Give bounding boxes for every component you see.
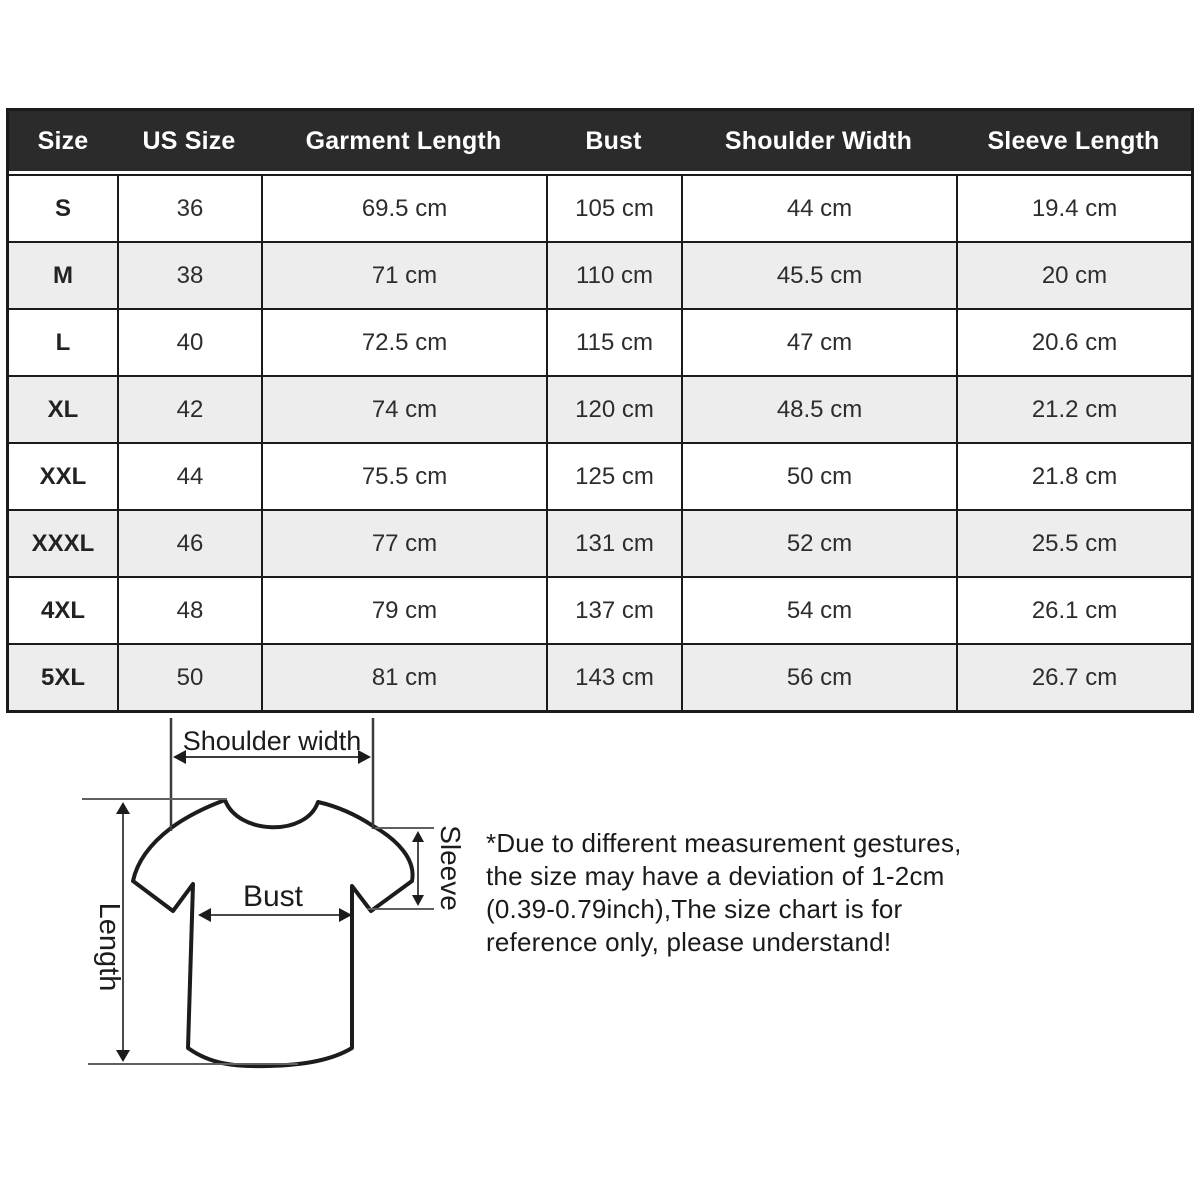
value-cell: 52 cm xyxy=(681,509,956,576)
value-cell: 26.7 cm xyxy=(956,643,1191,710)
disclaimer-line: (0.39-0.79inch),The size chart is for xyxy=(486,894,903,924)
disclaimer-line: *Due to different measurement gestures, xyxy=(486,828,962,858)
table-row xyxy=(9,375,1191,442)
value-cell: 77 cm xyxy=(261,509,546,576)
value-cell: 72.5 cm xyxy=(261,308,546,375)
size-cell: S xyxy=(9,174,117,241)
value-cell: 120 cm xyxy=(546,375,681,442)
value-cell: 42 xyxy=(117,375,261,442)
value-cell: 131 cm xyxy=(546,509,681,576)
value-cell: 125 cm xyxy=(546,442,681,509)
table-row xyxy=(9,174,1191,241)
value-cell: 21.2 cm xyxy=(956,375,1191,442)
table-body xyxy=(9,174,1191,710)
tshirt-outline xyxy=(133,800,413,1066)
measurement-diagram xyxy=(0,700,470,1120)
value-cell: 115 cm xyxy=(546,308,681,375)
size-cell: XXXL xyxy=(9,509,117,576)
disclaimer-line: reference only, please understand! xyxy=(486,927,892,957)
size-cell: XL xyxy=(9,375,117,442)
shoulder-width-label: Shoulder width xyxy=(182,726,362,756)
length-label: Length xyxy=(93,902,125,992)
value-cell: 25.5 cm xyxy=(956,509,1191,576)
column-header-size: Size xyxy=(9,111,117,174)
table-row xyxy=(9,308,1191,375)
value-cell: 47 cm xyxy=(681,308,956,375)
value-cell: 137 cm xyxy=(546,576,681,643)
value-cell: 56 cm xyxy=(681,643,956,710)
value-cell: 44 cm xyxy=(681,174,956,241)
value-cell: 48 xyxy=(117,576,261,643)
sleeve-label: Sleeve xyxy=(435,825,466,911)
bust-label: Bust xyxy=(242,880,304,913)
value-cell: 38 xyxy=(117,241,261,308)
value-cell: 20 cm xyxy=(956,241,1191,308)
value-cell: 74 cm xyxy=(261,375,546,442)
value-cell: 45.5 cm xyxy=(681,241,956,308)
size-cell: XXL xyxy=(9,442,117,509)
value-cell: 20.6 cm xyxy=(956,308,1191,375)
table-row xyxy=(9,576,1191,643)
column-header-sleeve-length: Sleeve Length xyxy=(956,111,1191,174)
disclaimer-line: the size may have a deviation of 1-2cm xyxy=(486,861,945,891)
value-cell: 50 xyxy=(117,643,261,710)
value-cell: 54 cm xyxy=(681,576,956,643)
size-cell: M xyxy=(9,241,117,308)
value-cell: 110 cm xyxy=(546,241,681,308)
table-row xyxy=(9,509,1191,576)
table-header-row xyxy=(9,111,1191,174)
size-table xyxy=(6,108,1194,713)
value-cell: 79 cm xyxy=(261,576,546,643)
value-cell: 105 cm xyxy=(546,174,681,241)
value-cell: 40 xyxy=(117,308,261,375)
value-cell: 71 cm xyxy=(261,241,546,308)
value-cell: 21.8 cm xyxy=(956,442,1191,509)
column-header-bust: Bust xyxy=(546,111,681,174)
value-cell: 50 cm xyxy=(681,442,956,509)
value-cell: 26.1 cm xyxy=(956,576,1191,643)
size-cell: 5XL xyxy=(9,643,117,710)
column-header-garment-length: Garment Length xyxy=(261,111,546,174)
value-cell: 143 cm xyxy=(546,643,681,710)
table-row xyxy=(9,442,1191,509)
disclaimer-note xyxy=(486,827,1046,959)
size-cell: 4XL xyxy=(9,576,117,643)
value-cell: 48.5 cm xyxy=(681,375,956,442)
column-header-us-size: US Size xyxy=(117,111,261,174)
value-cell: 19.4 cm xyxy=(956,174,1191,241)
value-cell: 46 xyxy=(117,509,261,576)
value-cell: 75.5 cm xyxy=(261,442,546,509)
size-cell: L xyxy=(9,308,117,375)
column-header-shoulder-width: Shoulder Width xyxy=(681,111,956,174)
value-cell: 81 cm xyxy=(261,643,546,710)
value-cell: 36 xyxy=(117,174,261,241)
value-cell: 44 xyxy=(117,442,261,509)
value-cell: 69.5 cm xyxy=(261,174,546,241)
table-row xyxy=(9,241,1191,308)
